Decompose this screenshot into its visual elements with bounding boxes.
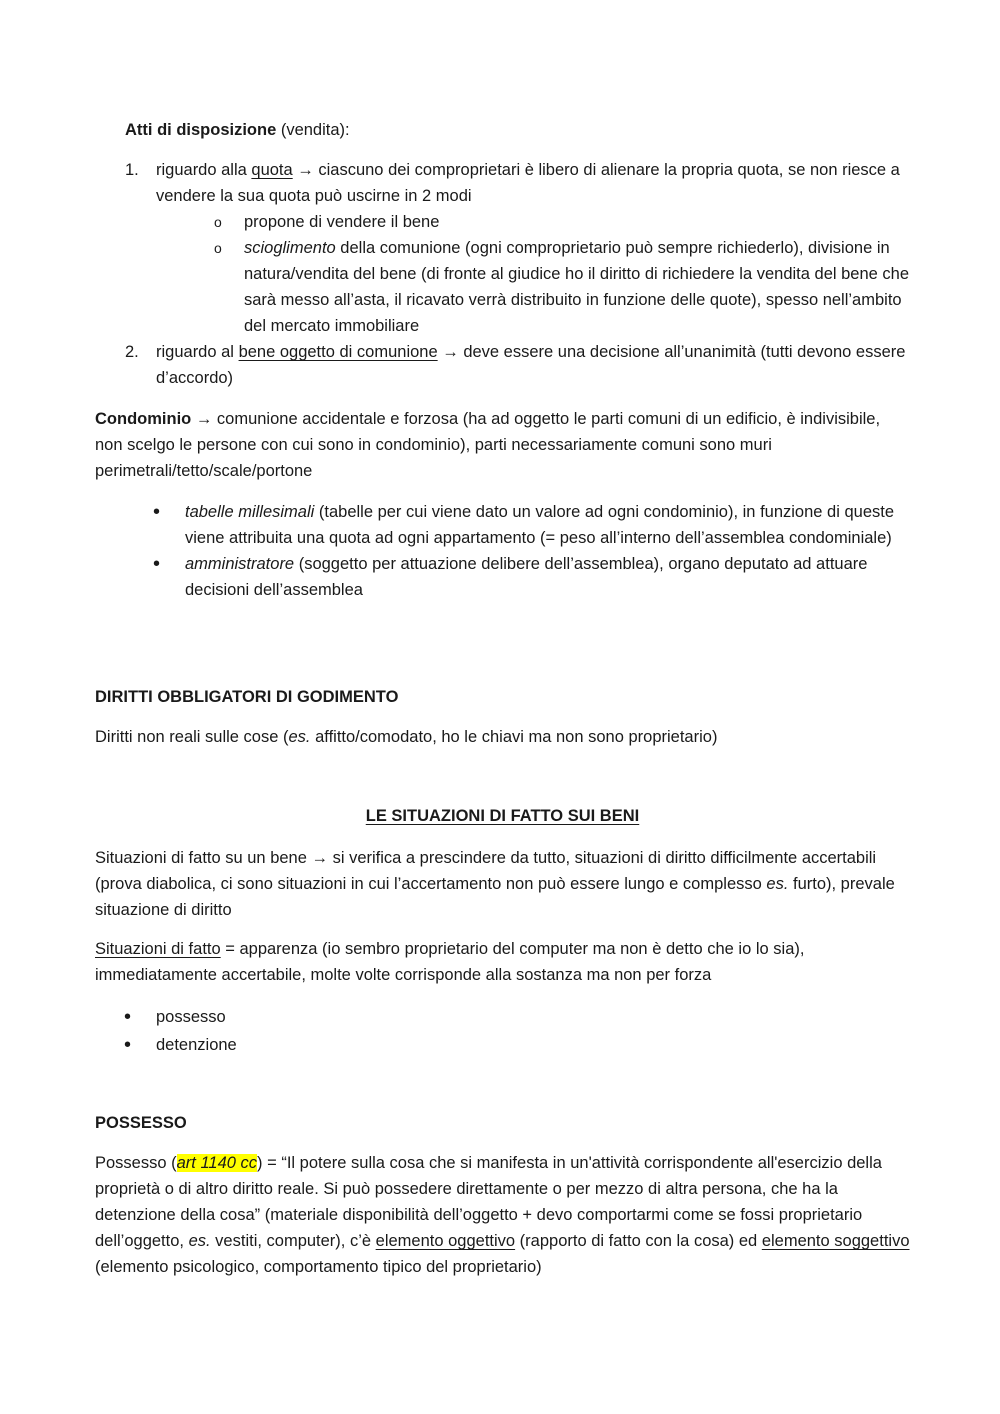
- item-number: 1.: [125, 161, 139, 179]
- item-number: 2.: [125, 343, 139, 361]
- situazioni-paragraph-1: [95, 845, 910, 923]
- term-bene-oggetto: bene oggetto di comunione: [238, 343, 438, 361]
- circle-bullet-icon: o: [214, 214, 222, 230]
- sub-item-text: della comunione (ogni comproprietario può sempre richiederlo), divisione in natura/vendita del bene (di fronte al giudice ho il diritto di richiedere la vendita del bene che sarà messo all’asta, il ricavato verrà distribuito in funzione delle quote), spesso nell’ambito del mercato immobiliare: [244, 239, 910, 335]
- atti-item-1: [95, 157, 910, 209]
- emphasis: es.: [288, 728, 311, 746]
- term-quota: quota: [251, 161, 293, 179]
- situazioni-heading: [95, 803, 910, 829]
- list-item: [95, 551, 910, 603]
- arrow-icon: →: [442, 343, 459, 361]
- diritti-paragraph: [95, 724, 910, 750]
- emphasis: es.: [188, 1232, 211, 1250]
- paragraph-text: (rapporto di fatto con la cosa) ed: [515, 1232, 762, 1250]
- bullet-icon: •: [153, 501, 161, 523]
- list-item-emphasis: tabelle millesimali: [185, 503, 315, 521]
- list-item-text: detenzione: [156, 1036, 237, 1054]
- bullet-icon: •: [124, 1006, 132, 1028]
- paragraph-text: si verifica a prescindere da tutto, situazioni di diritto difficilmente accertabili (prova diabolica, ci sono situazioni in cui l’accertamento non può essere lungo e complesso: [95, 849, 877, 893]
- list-item-emphasis: amministratore: [185, 555, 295, 573]
- atti-title-suffix: (vendita):: [276, 121, 350, 139]
- term-elemento-oggettivo: elemento oggettivo: [375, 1232, 516, 1250]
- item-text-pre: riguardo al: [156, 343, 239, 361]
- paragraph-text: Possesso (: [95, 1154, 177, 1172]
- situazioni-paragraph-2: [95, 936, 910, 988]
- atti-list: [95, 157, 910, 391]
- sub-item: [95, 209, 910, 235]
- list-item-text: possesso: [156, 1008, 226, 1026]
- bullet-icon: •: [153, 553, 161, 575]
- item-text-post: deve essere una decisione all’unanimità (tutti devono essere d’accordo): [156, 343, 906, 387]
- paragraph-text: Diritti non reali sulle cose (: [95, 728, 289, 746]
- atti-title: Atti di disposizione: [125, 121, 277, 139]
- arrow-icon: →: [195, 410, 213, 428]
- highlighted-reference: art 1140 cc: [176, 1154, 258, 1172]
- section-title: LE SITUAZIONI DI FATTO SUI BENI: [365, 807, 640, 825]
- list-item: [95, 499, 910, 551]
- paragraph-text: furto), prevale situazione di diritto: [95, 875, 895, 919]
- term-elemento-soggettivo: elemento soggettivo: [761, 1232, 910, 1250]
- paragraph-text: (elemento psicologico, comportamento tipico del proprietario): [95, 1258, 542, 1276]
- emphasis: es.: [766, 875, 789, 893]
- bullet-icon: •: [124, 1034, 132, 1056]
- sub-item: [95, 235, 910, 339]
- condominio-paragraph: [95, 406, 910, 484]
- section-heading: DIRITTI OBBLIGATORI DI GODIMENTO: [95, 688, 399, 706]
- term-situazioni-di-fatto: Situazioni di fatto: [95, 940, 221, 958]
- atti-sub-list: [95, 209, 910, 339]
- arrow-icon: →: [297, 161, 314, 179]
- list-item-text: (soggetto per attuazione delibere dell’assemblea), organo deputato ad attuare decisioni dell’assemblea: [185, 555, 868, 599]
- paragraph-text: Situazioni di fatto su un bene: [95, 849, 312, 867]
- condominio-list: [95, 499, 910, 603]
- item-text-post: ciascuno dei comproprietari è libero di alienare la propria quota, se non riesce a vendere la sua quota può uscirne in 2 modi: [156, 161, 900, 205]
- paragraph-text: affitto/comodato, ho le chiavi ma non sono proprietario): [310, 728, 718, 746]
- diritti-heading: [95, 684, 910, 710]
- possesso-paragraph: [95, 1150, 910, 1280]
- condominio-title: Condominio: [95, 410, 192, 428]
- situazioni-list: [95, 1003, 910, 1059]
- arrow-icon: →: [311, 849, 328, 867]
- item-text-pre: riguardo alla: [156, 161, 252, 179]
- section-heading: POSSESSO: [95, 1114, 187, 1132]
- atti-heading-paragraph: [125, 117, 910, 143]
- paragraph-text: = apparenza (io sembro proprietario del computer ma non è detto che io lo sia), immediatamente accertabile, molte volte corrisponde alla sostanza ma non per forza: [95, 940, 805, 984]
- paragraph-text: vestiti, computer), c’è: [210, 1232, 376, 1250]
- condominio-text: comunione accidentale e forzosa (ha ad oggetto le parti comuni di un edificio, è indivisibile, non scelgo le persone con cui sono in condominio), parti necessariamente comuni sono muri perimetrali/tetto/scale/portone: [95, 410, 881, 480]
- possesso-heading: [95, 1110, 910, 1136]
- sub-item-emphasis: scioglimento: [244, 239, 336, 257]
- sub-item-text: propone di vendere il bene: [244, 213, 440, 231]
- atti-item-2: [95, 339, 910, 391]
- list-item: [95, 1031, 910, 1059]
- list-item: [95, 1003, 910, 1031]
- paragraph-text: ) = “Il potere sulla cosa che si manifesta in un'attività corrispondente all'esercizio della proprietà o di altro diritto reale. Si può possedere direttamente o per mezzo di altra persona, che ha la detenzione della cosa” (materiale disponibilità dell’oggetto + devo comportarmi come se fossi proprietario dell’oggetto,: [95, 1154, 882, 1250]
- list-item-text: (tabelle per cui viene dato un valore ad ogni condominio), in funzione di queste viene attribuita una quota ad ogni appartamento (= peso all’interno dell’assemblea condominiale): [185, 503, 895, 547]
- circle-bullet-icon: o: [214, 240, 222, 256]
